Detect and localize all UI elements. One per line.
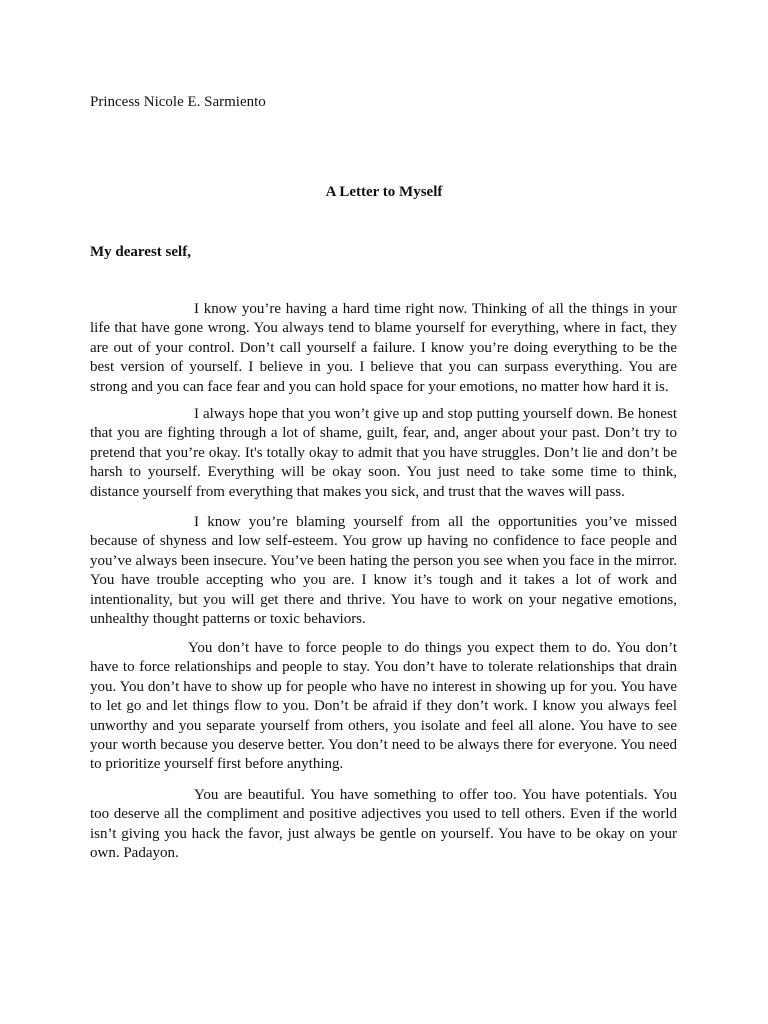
letter-title: A Letter to Myself (325, 184, 443, 200)
paragraph-5: You are beautiful. You have something to offer too. You have potentials. You too deserve all the compliment and positive adjectives you used to tell others. Even if the world isn’t giving you hack the favor, just always be gentle on yourself. You have to be okay on your own. Padayon. (90, 787, 677, 862)
paragraph-1: I know you’re having a hard time right now. Thinking of all the things in your life that have gone wrong. You always tend to blame yourself for everything, where in fact, they are out of your control. Don’t call yourself a failure. I know you’re doing everything to be the best version of yourself. I believe in you. I believe that you can surpass everything. You are strong and you can face fear and you can hold space for your emotions, no matter how hard it is. (90, 301, 677, 395)
paragraph-3: I know you’re blaming yourself from all the opportunities you’ve missed because of shyness and low self-esteem. You grow up having no confidence to face people and you’ve always been insecure. You’ve been hating the person you see when you face in the mirror. You have trouble accepting who you are. I know it’s tough and it takes a lot of work and intentionality, but you will get there and thrive. You have to work on your negative emotions, unhealthy thought patterns or toxic behaviors. (90, 514, 677, 628)
paragraph-4: You don’t have to force people to do things you expect them to do. You don’t have to force relationships and people to stay. You don’t have to tolerate relationships that drain you. You don’t have to show up for people who have no interest in showing up for you. You have to let go and let things flow to you. Don’t be afraid if they don’t work. I know you always feel unworthy and you separate yourself from others, you isolate and feel all alone. You have to see your worth because you deserve better. You don’t need to be always there for everyone. You need to prioritize yourself first before anything. (90, 640, 677, 773)
paragraph-2: I always hope that you won’t give up and stop putting yourself down. Be honest that you are fighting through a lot of shame, guilt, fear, and, anger about your past. Don’t try to pretend that you’re okay. It's totally okay to admit that you have struggles. Don’t lie and don’t be harsh to yourself. Everything will be okay soon. You just need to take some time to think, distance yourself from everything that makes you sick, and trust that the waves will pass. (90, 406, 677, 500)
author-name: Princess Nicole E. Sarmiento (90, 94, 266, 110)
salutation: My dearest self, (90, 244, 191, 260)
